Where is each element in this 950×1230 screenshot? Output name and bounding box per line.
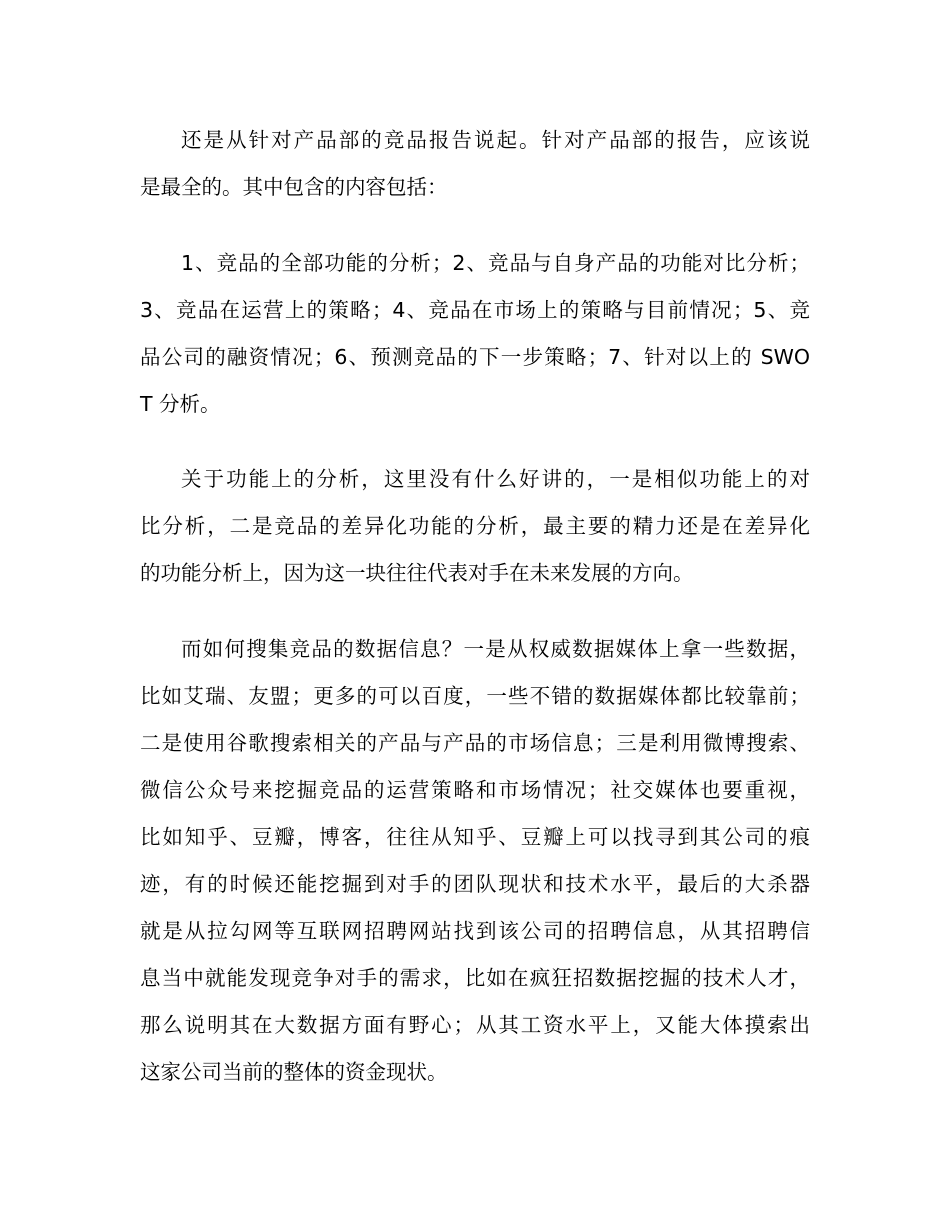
text-line: 比如艾瑞、友盟；更多的可以百度，一些不错的数据媒体都比较靠前；: [140, 684, 810, 708]
text-line: 就是从拉勾网等互联网招聘网站找到该公司的招聘信息，从其招聘信: [140, 919, 810, 943]
text-line: 还是从针对产品部的竞品报告说起。针对产品部的报告，应该说: [181, 128, 810, 152]
text-line: 而如何搜集竞品的数据信息？一是从权威数据媒体上拿一些数据，: [181, 637, 810, 661]
text-line: 关于功能上的分析，这里没有什么好讲的，一是相似功能上的对: [181, 467, 810, 491]
text-line: 二是使用谷歌搜索相关的产品与产品的市场信息；三是利用微博搜索、: [140, 731, 810, 755]
text-line: 息当中就能发现竞争对手的需求，比如在疯狂招数据挖掘的技术人才，: [140, 966, 810, 990]
text-line: 那么说明其在大数据方面有野心；从其工资水平上，又能大体摸索出: [140, 1013, 810, 1037]
text-line: 1、竞品的全部功能的分析；2、竞品与自身产品的功能对比分析；: [181, 251, 810, 275]
text-line: 这家公司当前的整体的资金现状。: [140, 1060, 448, 1084]
paragraph-report-contents: [140, 240, 810, 428]
paragraph-intro: [140, 117, 810, 211]
paragraph-data-collection: [140, 626, 810, 1096]
text-line: 比如知乎、豆瓣，博客，往往从知乎、豆瓣上可以找寻到其公司的痕: [140, 825, 810, 849]
text-line: T 分析。: [140, 392, 221, 416]
text-line: 的功能分析上，因为这一块往往代表对手在未来发展的方向。: [140, 561, 694, 585]
text-line: 比分析，二是竞品的差异化功能的分析，最主要的精力还是在差异化: [140, 514, 810, 538]
text-line: 品公司的融资情况；6、预测竞品的下一步策略；7、针对以上的 SWO: [140, 345, 810, 369]
text-line: 迹，有的时候还能挖掘到对手的团队现状和技术水平，最后的大杀器: [140, 872, 810, 896]
paragraph-function-analysis: [140, 456, 810, 597]
text-line: 是最全的。其中包含的内容包括：: [140, 175, 448, 199]
text-line: 3、竞品在运营上的策略；4、竞品在市场上的策略与目前情况；5、竞: [140, 298, 810, 322]
text-line: 微信公众号来挖掘竞品的运营策略和市场情况；社交媒体也要重视，: [140, 778, 810, 802]
